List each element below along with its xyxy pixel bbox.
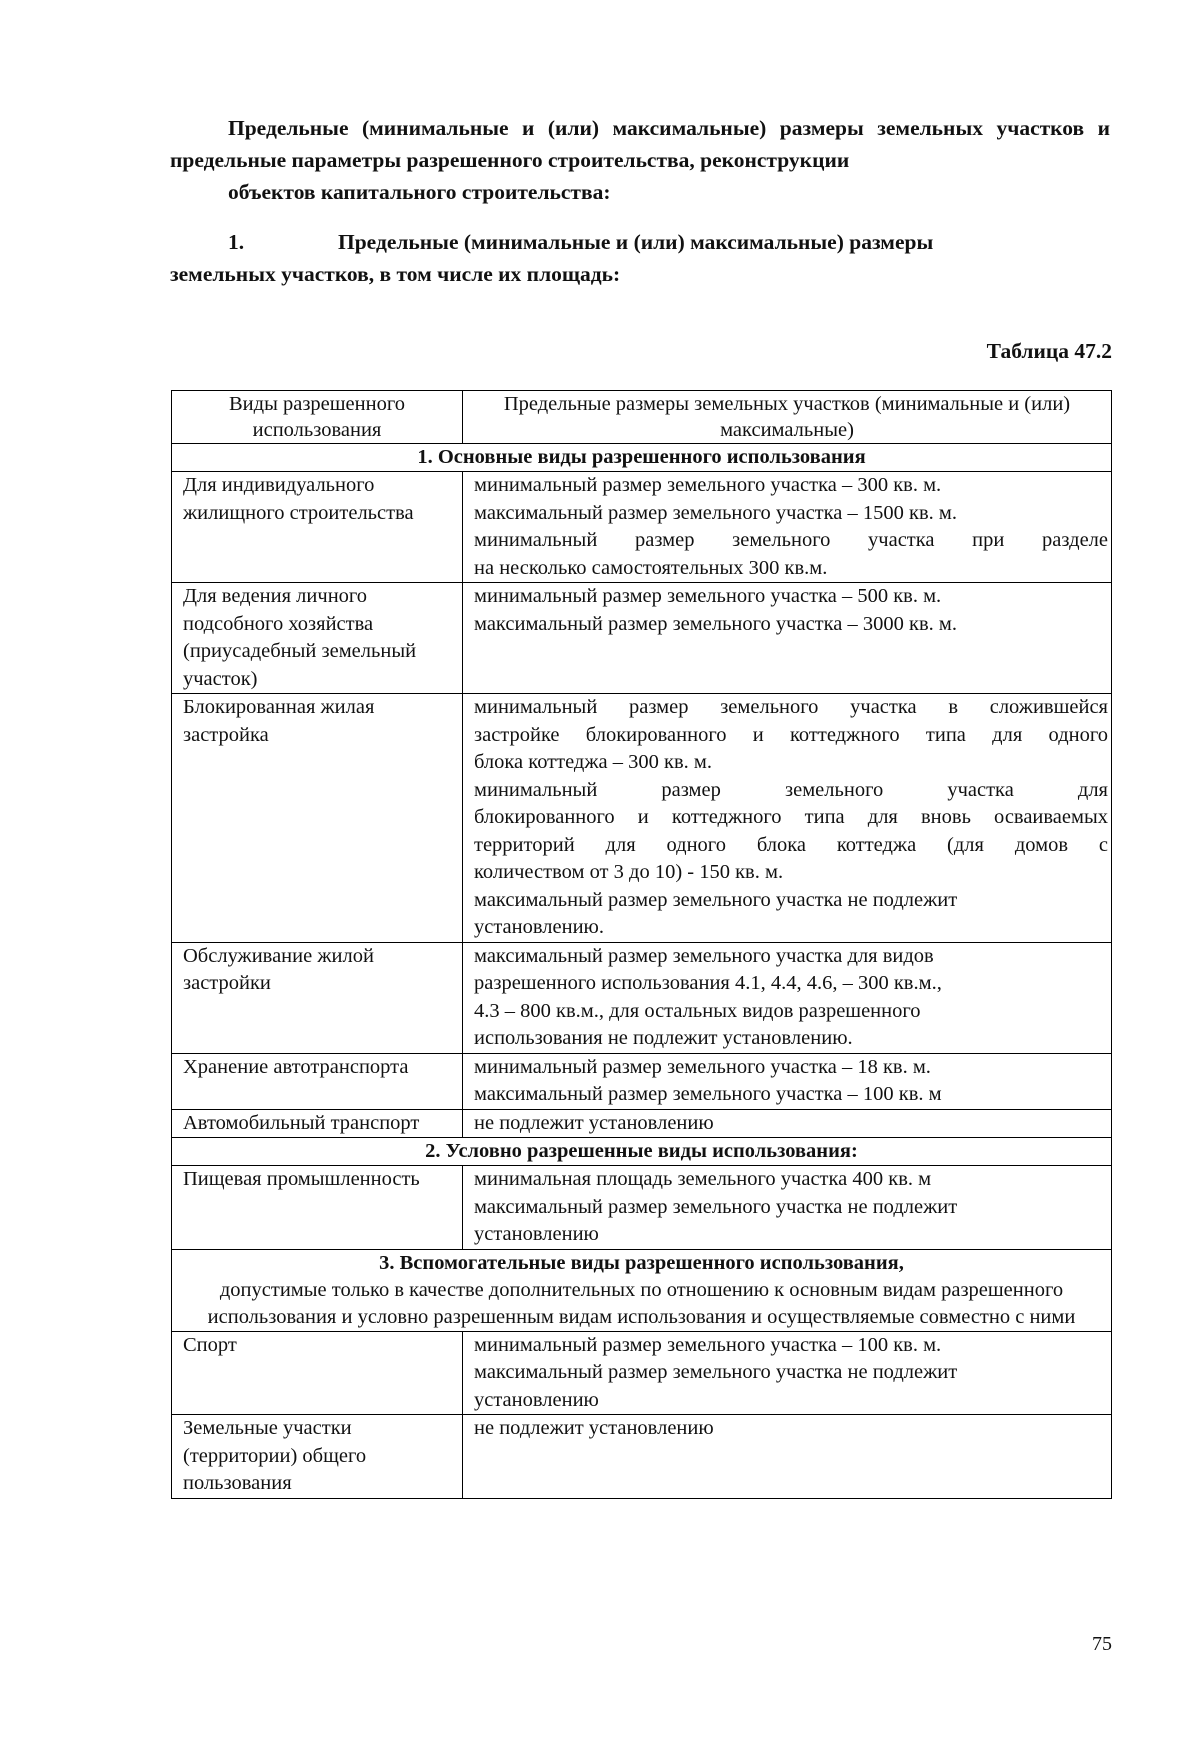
page-number: 75 [1092,1633,1112,1655]
section-3-title-subtitle: допустимые только в качестве дополнительных по отношению к основным видам разрешенного использования и условно разрешенным видам использования и осуществляемые совместно с ними [207,1278,1076,1328]
col2-header: Предельные размеры земельных участков (минимальные и (или) максимальные) [463,391,1112,444]
table-row [172,694,1112,943]
size-limit-line: использования не подлежит установлению. [474,1027,853,1049]
size-limits-cell [463,942,1112,1053]
size-limit-line: 4.3 – 800 кв.м., для остальных видов разрешенного [474,999,921,1022]
section-row [172,1249,1112,1331]
use-kind-cell: Хранение автотранспорта [172,1053,463,1109]
section-2-title [172,1138,1112,1166]
use-kind-cell: Блокированная жилая застройка [172,694,463,943]
size-limits-cell [463,472,1112,583]
size-limit-line: максимальный размер земельного участка – 1500 кв. м. [474,501,958,524]
section-2-title-text: 2. Условно разрешенные виды использования: [425,1140,858,1162]
size-limits-cell [463,694,1112,943]
size-limit-line: минимальный размер земельного участка – 100 кв. м. [474,1333,942,1356]
table-row [172,1166,1112,1250]
table-row [172,583,1112,694]
size-limit-line: количеством от 3 до 10) - 150 кв. м. [474,861,784,883]
table-row [172,472,1112,583]
use-kind-cell: Для ведения личного подсобного хозяйства (приусадебный земельный участок) [172,583,463,694]
size-limit-line: минимальный размер земельного участка – 18 кв. м. [474,1055,931,1078]
size-limits-cell [463,1166,1112,1250]
use-kind-cell: Спорт [172,1331,463,1415]
size-limit-line: не подлежит установлению [474,1417,714,1439]
size-limit-line: не подлежит установлению [474,1111,714,1134]
size-limit-line: минимальный размер земельного участка – 300 кв. м. [474,474,942,496]
section-row [172,1138,1112,1166]
size-limit-line: минимальный размер земельного участка – 500 кв. м. [474,585,942,607]
size-limit-line: установлению [474,1223,599,1245]
section-row [172,444,1112,472]
size-limit-line: разрешенного использования 4.1, 4.4, 4.6, – 300 кв.м., [474,972,942,994]
size-limit-line: максимальный размер земельного участка – 3000 кв. м. [474,612,958,635]
size-limit-line: максимальный размер земельного участка не подлежит [474,888,958,911]
heading-plot-sizes [170,226,1110,322]
col1-header: Виды разрешенного использования [172,391,463,444]
size-limit-line: на несколько самостоятельных 300 кв.м. [474,556,828,579]
heading-plot-sizes-text: Предельные (минимальные и (или) максимальные) размеры [338,230,934,254]
size-limit-line: установлению [474,1388,599,1411]
size-limit-line: минимальная площадь земельного участка 400 кв. м [474,1168,932,1190]
size-limit-line: застройке блокированного и коттеджного типа для одного [474,723,1108,746]
size-limits-cell [463,1053,1112,1109]
table-header-row [172,391,1112,444]
size-limit-line: минимальный размер земельного участка в сложившейся [474,696,1108,718]
table-row [172,1415,1112,1499]
size-limits-cell [463,583,1112,694]
size-limits-cell [463,1109,1112,1138]
size-limit-line: минимальный размер земельного участка при разделе [474,529,1108,551]
size-limit-line: максимальный размер земельного участка – 100 кв. м [474,1083,942,1105]
size-limit-line: территорий для одного блока коттеджа (для домов с [474,833,1108,856]
use-kind-cell: Пищевая промышленность [172,1166,463,1250]
size-limit-line: максимальный размер земельного участка для видов [474,944,934,967]
table-row [172,1331,1112,1415]
limits-table [171,390,1112,1499]
use-kind-cell: Обслуживание жилой застройки [172,942,463,1053]
size-limit-line: установлению. [474,916,604,938]
use-kind-cell: Для индивидуального жилищного строительства [172,472,463,583]
size-limit-line: блока коттеджа – 300 кв. м. [474,751,712,773]
table-row [172,942,1112,1053]
size-limits-cell [463,1415,1112,1499]
heading-plot-sizes-last: земельных участков, в том числе их площадь: [170,262,621,286]
table-row [172,1109,1112,1138]
size-limit-line: максимальный размер земельного участка не подлежит [474,1361,958,1383]
size-limit-line: блокированного и коттеджного типа для вновь осваиваемых [474,806,1108,828]
use-kind-cell: Земельные участки (территории) общего пользования [172,1415,463,1499]
size-limit-line: максимальный размер земельного участка не подлежит [474,1195,958,1218]
heading-limits-text: Предельные (минимальные и (или) максимальные) размеры земельных участков и предельные параметры разрешенного строительства, реконструкции [170,116,1110,172]
section-1-title: 1. Основные виды разрешенного использования [172,444,1112,472]
heading-limits-last: объектов капитального строительства: [228,180,611,204]
size-limits-cell [463,1331,1112,1415]
heading-limits [170,112,1110,240]
section-3-title [172,1249,1112,1331]
use-kind-cell: Автомобильный транспорт [172,1109,463,1138]
section-3-title-text: 3. Вспомогательные виды разрешенного использования, [379,1251,904,1274]
heading-plot-sizes-number: 1. [228,230,245,254]
size-limit-line: минимальный размер земельного участка для [474,778,1108,801]
table-row [172,1053,1112,1109]
table-caption: Таблица 47.2 [986,339,1112,363]
